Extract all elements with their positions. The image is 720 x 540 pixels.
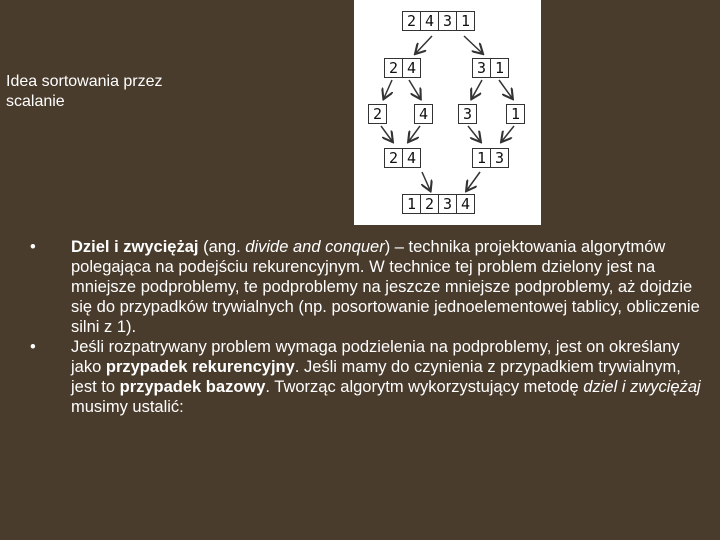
arrow bbox=[384, 80, 392, 98]
array-cell: 4 bbox=[402, 59, 420, 77]
arrow bbox=[416, 36, 432, 53]
array-cell: 2 bbox=[406, 12, 417, 30]
arrow bbox=[467, 172, 480, 190]
bullet-divide-and-conquer bbox=[24, 237, 704, 337]
array-24 bbox=[384, 58, 421, 78]
array-cell: 2 bbox=[420, 195, 438, 213]
bullet-text: ) – technika projektowania algorytmów polegająca na podejściu rekurencyjnym. W technice tej problem dzielony jest na mniejsze podproblemy, te podproblemy na jeszcze mniejsze podproblemy, aż dojdzie się do przypadków trywialnych (np. posortowanie jednoelementowej tablicy, obliczenie silni z 1). bbox=[71, 238, 700, 336]
array-cell: 2 bbox=[388, 149, 399, 167]
array-3 bbox=[458, 104, 477, 124]
array-cell: 3 bbox=[476, 59, 487, 77]
english-term: divide and conquer bbox=[245, 238, 385, 256]
bullet-text: . Jeśli mamy do czynienia z przypadkiem trywialnym, jest to bbox=[71, 358, 681, 396]
arrow bbox=[409, 80, 420, 98]
term-recursive-case: przypadek rekurencyjny bbox=[105, 358, 295, 376]
array-cell: 3 bbox=[490, 149, 508, 167]
array-1234 bbox=[402, 194, 475, 214]
array-cell: 4 bbox=[418, 105, 429, 123]
arrow bbox=[499, 80, 512, 98]
arrow bbox=[468, 126, 480, 141]
array-1 bbox=[506, 104, 525, 124]
bullet-marker: • bbox=[30, 338, 36, 356]
array-24-merged bbox=[384, 148, 421, 168]
array-31 bbox=[472, 58, 509, 78]
term-divide-and-conquer: Dziel i zwyciężaj bbox=[71, 238, 199, 256]
array-cell: 3 bbox=[438, 12, 456, 30]
array-cell: 4 bbox=[402, 149, 420, 167]
array-4 bbox=[414, 104, 433, 124]
array-cell: 1 bbox=[406, 195, 417, 213]
bullet-marker: • bbox=[30, 238, 36, 256]
arrow bbox=[464, 36, 482, 53]
array-cell: 4 bbox=[456, 195, 474, 213]
array-cell: 4 bbox=[420, 12, 438, 30]
array-cell: 3 bbox=[438, 195, 456, 213]
arrow bbox=[422, 172, 430, 190]
term-method: dziel i zwyciężaj bbox=[583, 378, 701, 396]
array-cell: 1 bbox=[490, 59, 508, 77]
bullet-text: (ang. bbox=[198, 238, 246, 256]
arrow bbox=[502, 126, 514, 141]
array-cell: 1 bbox=[476, 149, 487, 167]
bullet-text: musimy ustalić: bbox=[71, 398, 184, 416]
slide-side-title: Idea sortowania przez scalanie bbox=[6, 73, 163, 110]
array-2431 bbox=[402, 11, 475, 31]
merge-sort-diagram bbox=[354, 0, 541, 225]
array-cell: 1 bbox=[510, 105, 521, 123]
bullet-recursive-case bbox=[24, 337, 704, 417]
arrow bbox=[381, 126, 392, 141]
array-cell: 2 bbox=[372, 105, 383, 123]
term-base-case: przypadek bazowy bbox=[119, 378, 266, 396]
arrow bbox=[409, 126, 420, 141]
array-cell: 3 bbox=[462, 105, 473, 123]
bullet-text: . Tworząc algorytm wykorzystujący metodę bbox=[265, 378, 584, 396]
array-cell: 1 bbox=[456, 12, 474, 30]
array-2 bbox=[368, 104, 387, 124]
slide-content bbox=[24, 237, 704, 417]
arrow bbox=[472, 80, 482, 98]
array-cell: 2 bbox=[388, 59, 399, 77]
bullet-text: Jeśli rozpatrywany problem wymaga podzielenia na podproblemy, jest on określany jako bbox=[71, 338, 680, 376]
array-13-merged bbox=[472, 148, 509, 168]
